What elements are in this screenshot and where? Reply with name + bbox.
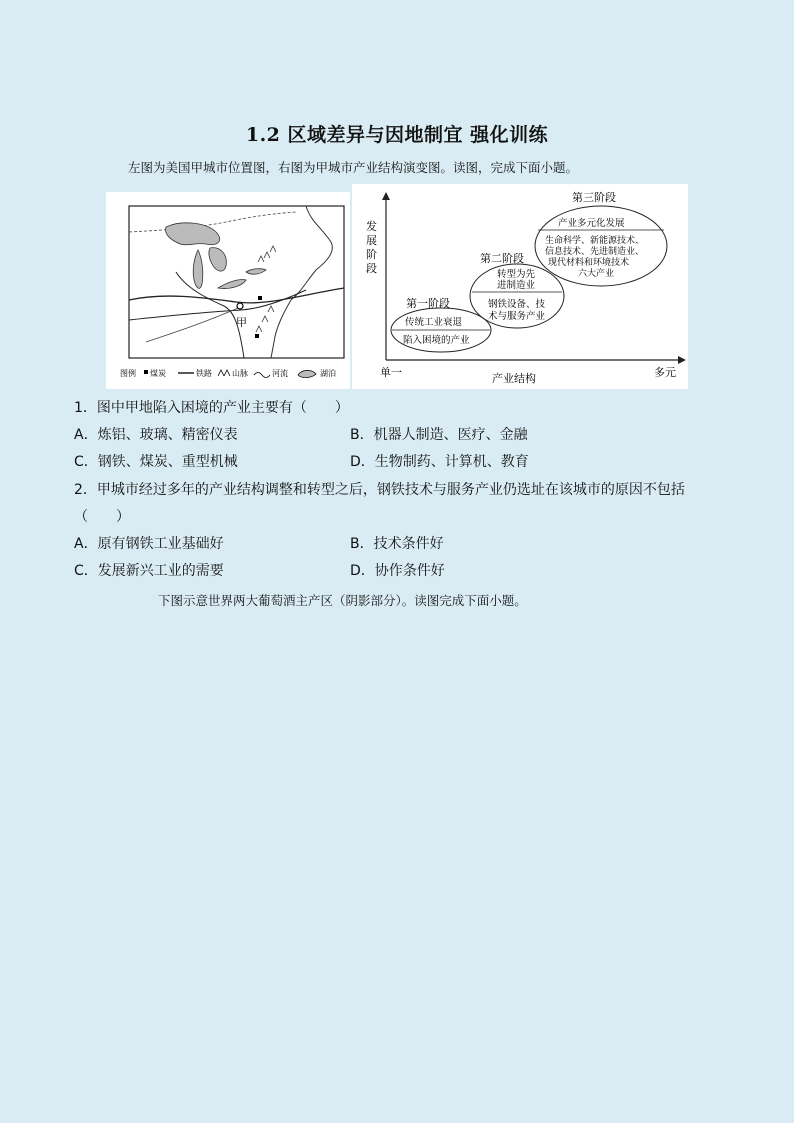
x-axis-label: 产业结构 — [492, 372, 536, 385]
y-axis-label — [366, 219, 381, 275]
legend-river-icon — [254, 373, 270, 378]
y-axis-arrow — [382, 192, 390, 200]
city-label: 甲 — [236, 316, 247, 329]
stage1-bottom-text: 陷入困境的产业 — [403, 335, 470, 346]
stage3-title: 第三阶段 — [572, 191, 616, 204]
y-axis-label-char: 发 — [366, 220, 377, 233]
intro-text-1: 左图为美国甲城市位置图，右图为甲城市产业结构演变图。读图，完成下面小题。 — [128, 160, 579, 175]
legend-mountain-icon — [218, 370, 230, 376]
option-text: 炼铝、玻璃、精密仪表 — [97, 427, 238, 443]
option-label: B． — [350, 427, 374, 443]
question-2-text: 甲城市经过多年的产业结构调整和转型之后，钢铁技术与服务产业仍选址在该城市的原因不包括 — [96, 482, 685, 498]
option-text: 生物制药、计算机、教育 — [374, 454, 529, 470]
question-2-option-b[interactable] — [350, 534, 444, 554]
stage3-bottom-line2: 信息技术、先进制造业、 — [545, 247, 645, 257]
question-2 — [74, 480, 714, 500]
option-text: 发展新兴工业的需要 — [97, 563, 224, 579]
option-text: 技术条件好 — [373, 536, 444, 552]
legend-coal-icon — [144, 370, 148, 374]
question-1-option-c[interactable] — [74, 452, 238, 472]
stage3-bottom-line4: 六大产业 — [578, 269, 615, 279]
city-marker — [237, 303, 243, 309]
stage2-top-line1: 转型为先 — [497, 269, 536, 280]
question-1-option-a[interactable] — [74, 425, 238, 445]
figure — [106, 184, 688, 389]
question-2-option-d[interactable] — [350, 561, 445, 581]
x-axis-start-label: 单一 — [380, 366, 402, 379]
legend-railway-label: 铁路 — [196, 369, 212, 378]
option-text: 钢铁、煤炭、重型机械 — [97, 454, 238, 470]
question-2-blank: （ ） — [74, 509, 130, 525]
option-text: 原有钢铁工业基础好 — [97, 536, 224, 552]
option-label: D． — [350, 454, 375, 470]
page-title: 1.2 区域差异与因地制宜 强化训练 — [245, 124, 549, 146]
legend-mountain-label: 山脉 — [232, 369, 248, 378]
industry-stage-diagram — [352, 184, 688, 389]
legend-title: 图例 — [120, 369, 136, 378]
stage3-bottom-text — [545, 234, 647, 279]
question-2-option-a[interactable] — [74, 534, 224, 554]
question-1 — [74, 398, 349, 418]
option-label: A． — [74, 427, 98, 443]
stage2-bottom-line1: 钢铁设备、技 — [488, 299, 546, 310]
coal-marker — [255, 334, 259, 338]
y-axis-label-char: 阶 — [366, 248, 377, 261]
legend-lake-label: 湖泊 — [320, 369, 336, 378]
x-axis-arrow — [678, 356, 686, 364]
coal-marker — [258, 296, 262, 300]
question-2-option-c[interactable] — [74, 561, 224, 581]
y-axis-label-char: 段 — [366, 262, 377, 275]
stage2-title: 第二阶段 — [480, 252, 524, 265]
location-map — [106, 192, 350, 389]
diagram-svg — [352, 184, 688, 389]
question-1-option-d[interactable] — [350, 452, 529, 472]
y-axis-label-char: 展 — [366, 234, 377, 247]
option-label: B． — [350, 536, 374, 552]
stage3-bottom-line1: 生命科学、新能源技术、 — [545, 236, 645, 246]
map-svg — [106, 192, 350, 389]
legend-river-label: 河流 — [272, 369, 288, 378]
option-label: D． — [350, 563, 375, 579]
stage3-top-text: 产业多元化发展 — [558, 218, 625, 229]
question-2-number: 2． — [74, 482, 97, 498]
option-text: 机器人制造、医疗、金融 — [373, 427, 528, 443]
question-1-option-b[interactable] — [350, 425, 528, 445]
option-text: 协作条件好 — [374, 563, 445, 579]
question-1-number: 1． — [74, 400, 97, 416]
stage2-top-text — [497, 268, 538, 291]
legend-lake-icon — [298, 370, 316, 377]
x-axis-end-label: 多元 — [654, 366, 676, 379]
stage1-title: 第一阶段 — [406, 297, 450, 310]
option-label: A． — [74, 536, 98, 552]
question-1-text: 图中甲地陷入困境的产业主要有（ ） — [96, 400, 349, 416]
intro-text-2: 下图示意世界两大葡萄酒主产区（阴影部分）。读图完成下面小题。 — [158, 593, 527, 608]
stage1-top-text: 传统工业衰退 — [405, 317, 463, 328]
stage2-bottom-text — [488, 298, 548, 322]
option-label: C． — [74, 563, 98, 579]
legend-coal-label: 煤炭 — [150, 369, 166, 378]
stage2-top-line2: 进制造业 — [497, 280, 536, 291]
stage3-bottom-line3: 现代材料和环境技术 — [548, 258, 630, 268]
option-label: C． — [74, 454, 98, 470]
stage2-bottom-line2: 术与服务产业 — [488, 311, 546, 322]
